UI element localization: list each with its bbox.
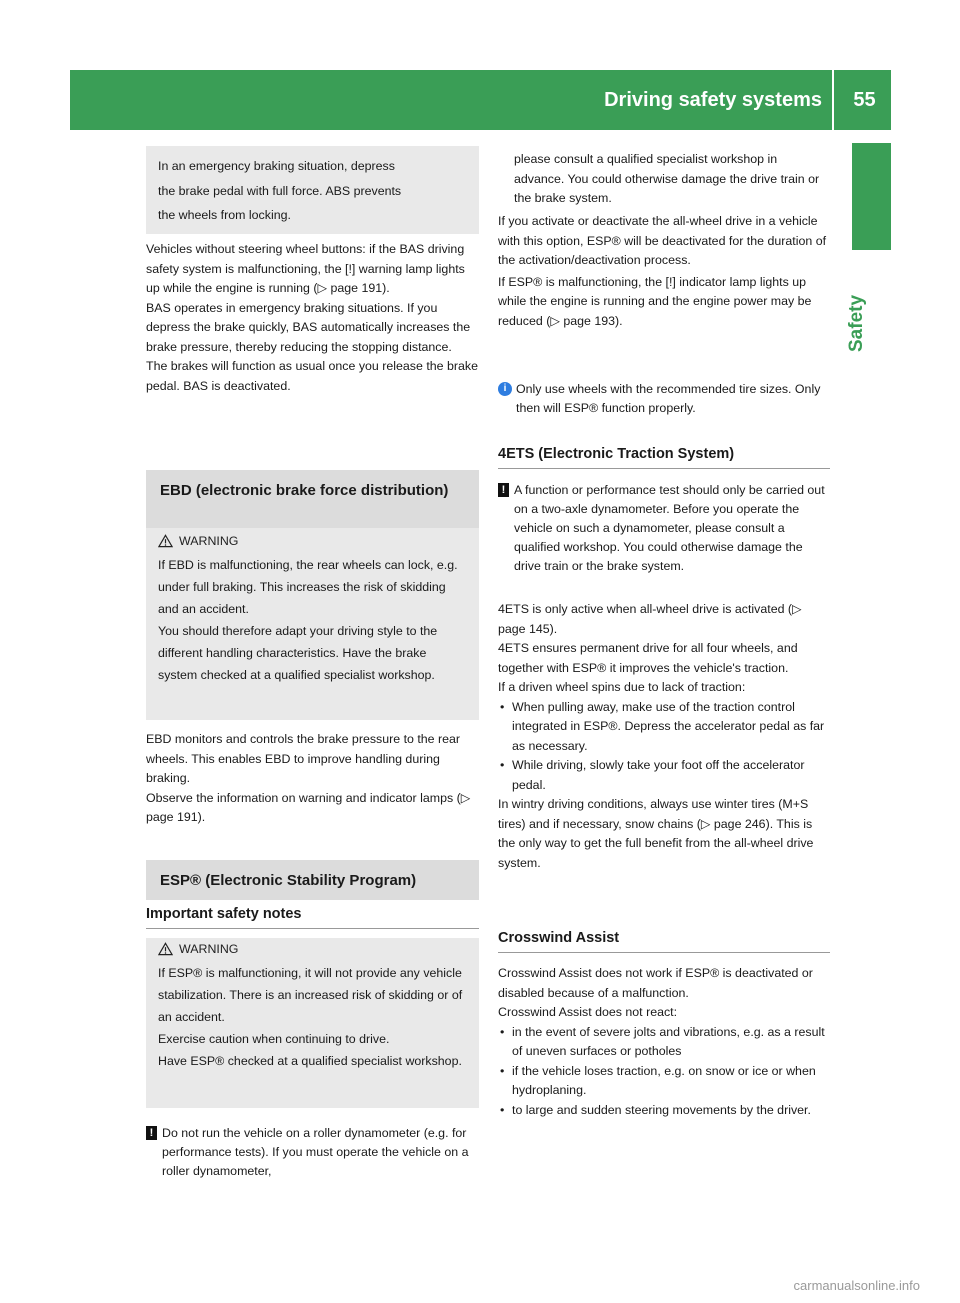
crosswind-paragraphs [498, 964, 830, 1120]
caution-icon: ! [146, 1126, 157, 1140]
note-text: Do not run the vehicle on a roller dynamometer (e.g. for performance tests). If you must operate the vehicle on a roller dynamometer, [162, 1126, 469, 1178]
crosswind-heading: Crosswind Assist [498, 930, 620, 946]
paragraph: Crosswind Assist does not work if ESP® is deactivated or disabled because of a malfunction. [498, 966, 813, 1000]
list-item: • if the vehicle loses traction, e.g. on snow or ice or when hydroplaning. [498, 1062, 830, 1101]
ets-bullet-list [498, 698, 830, 796]
box-line: the brake pedal with full force. ABS prevents [158, 183, 402, 198]
warning-text: If ESP® is malfunctioning, it will not provide any vehicle stabilization. There is an increased risk of skidding or of an accident. [158, 966, 463, 1024]
box-line: In an emergency braking situation, depress [158, 159, 395, 173]
warning-title [158, 534, 467, 548]
abs-note-box [146, 146, 479, 234]
esp-paragraphs [498, 212, 830, 331]
list-item: • to large and sudden steering movements by the driver. [498, 1101, 830, 1121]
bas-paragraphs [146, 240, 479, 396]
list-item: • While driving, slowly take your foot off the accelerator pedal. [498, 756, 830, 795]
box-line: the wheels from locking. [158, 208, 291, 222]
heading-rule [498, 468, 830, 469]
list-item: • in the event of severe jolts and vibrations, e.g. as a result of uneven surfaces or potholes [498, 1023, 830, 1062]
paragraph: Crosswind Assist does not react: [498, 1005, 678, 1019]
paragraph: BAS operates in emergency braking situations. If you depress the brake quickly, BAS automatically increases the brake pressure, thereby reducing the stopping distance. [146, 300, 471, 354]
ebd-warning-box [146, 528, 479, 720]
side-section-label: Safety [846, 294, 867, 352]
warning-text: Exercise caution when continuing to drive. [158, 1032, 390, 1046]
esp-heading: ESP® (Electronic Stability Program) [146, 860, 479, 900]
header-divider [832, 70, 834, 130]
safety-notes-heading: Important safety notes [146, 906, 302, 922]
info-text: Only use wheels with the recommended tire sizes. Only then will ESP® function properly. [516, 382, 821, 415]
warning-triangle-icon [158, 534, 173, 548]
warning-title [158, 942, 467, 956]
paragraph: If ESP® is malfunctioning, the [!] indicator lamp lights up while the engine is running and the engine power may be reduced (▷ page 193). [498, 274, 812, 328]
list-item: • When pulling away, make use of the traction control integrated in ESP®. Depress the accelerator pedal as far as necessary. [498, 698, 830, 757]
ebd-paragraphs [146, 730, 479, 828]
paragraph: In wintry driving conditions, always use winter tires (M+S tires) and if necessary, snow chains (▷ page 246). This is the only way to get the full benefit from the all-wheel drive system. [498, 797, 814, 870]
page-number: 55 [853, 89, 876, 111]
footer-watermark[interactable]: carmanualsonline.info [793, 1278, 920, 1293]
heading-rule [146, 928, 479, 929]
heading-rule [498, 952, 830, 953]
warning-triangle-icon [158, 942, 173, 956]
warning-text: Have ESP® checked at a qualified specialist workshop. [158, 1054, 462, 1068]
warning-label: WARNING [179, 942, 239, 956]
paragraph: Observe the information on warning and indicator lamps (▷ page 191). [146, 790, 471, 824]
warning-text: You should therefore adapt your driving style to the different handling characteristics. Have the brake system checked at a qualified specialist workshop. [158, 624, 438, 682]
page-section-title: Driving safety systems [604, 89, 822, 111]
info-icon: i [498, 382, 512, 396]
esp-warning-box [146, 938, 479, 1108]
ebd-heading: EBD (electronic brake force distribution) [146, 470, 479, 528]
paragraph: EBD monitors and controls the brake pressure to the rear wheels. This enables EBD to improve handling during braking. [146, 732, 461, 785]
paragraph: 4ETS ensures permanent drive for all four wheels, and together with ESP® it improves the vehicle's traction. [498, 641, 798, 675]
warning-label: WARNING [179, 534, 239, 548]
paragraph: The brakes will function as usual once you release the brake pedal. BAS is deactivated. [146, 359, 478, 393]
ets-heading: 4ETS (Electronic Traction System) [498, 446, 735, 462]
paragraph: 4ETS is only active when all-wheel drive is activated (▷ page 145). [498, 602, 802, 636]
note-continuation [514, 150, 830, 209]
paragraph: please consult a qualified specialist workshop in advance. You could otherwise damage the drive train or the brake system. [514, 152, 820, 205]
note-text: A function or performance test should only be carried out on a two-axle dynamometer. Before you operate the vehicle on such a dynamometer, please consult a qualified workshop. You could otherwise damage the drive train or the brake system. [514, 483, 825, 573]
caution-icon: ! [498, 483, 509, 497]
warning-text: If EBD is malfunctioning, the rear wheels can lock, e.g. under full braking. This increases the risk of skidding and an accident. [158, 558, 458, 616]
paragraph: Vehicles without steering wheel buttons: if the BAS driving safety system is malfunctioning, the [!] warning lamp lights up while the engine is running (▷ page 191). [146, 242, 465, 295]
paragraph: If a driven wheel spins due to lack of traction: [498, 680, 746, 694]
paragraph: If you activate or deactivate the all-wheel drive in a vehicle with this option, ESP® will be deactivated for the duration of the activation/deactivation process. [498, 214, 827, 267]
ets-paragraphs [498, 600, 830, 873]
crosswind-bullet-list [498, 1023, 830, 1121]
side-tab [852, 143, 891, 250]
